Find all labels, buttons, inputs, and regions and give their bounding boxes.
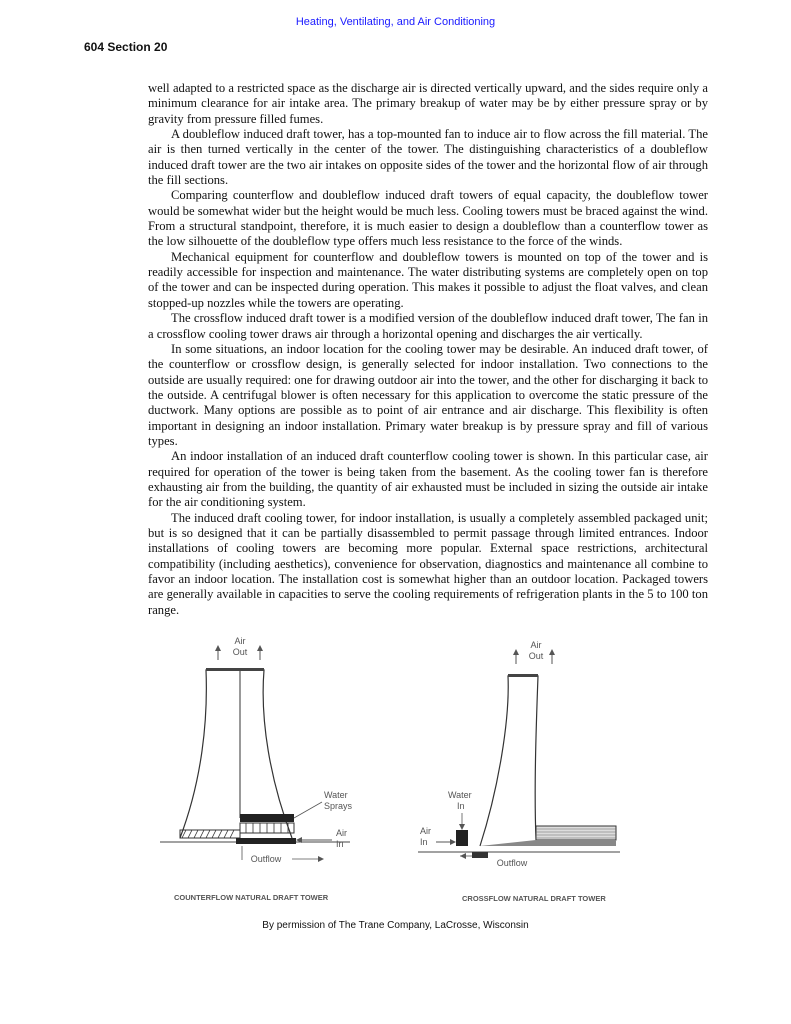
crossflow-air-out-label: Air bbox=[530, 640, 542, 650]
counterflow-caption: COUNTERFLOW NATURAL DRAFT TOWER bbox=[174, 893, 329, 902]
paragraph: Comparing counterflow and doubleflow induced draft towers of equal capacity, the doubleflow tower would be somewhat wider but the height would be much less. Cooling towers must be braced against the wind. From a structural standpoint, therefore, it is much easier to design a doubleflow than a counterflow tower as the low silhouette of the doubleflow type offers much less resistance to the force of the winds. bbox=[148, 188, 708, 249]
counterflow-water-label: Water bbox=[324, 790, 348, 800]
paragraph: In some situations, an indoor location for the cooling tower may be desirable. An induced draft tower, of the counterflow or crossflow design, is generally selected for indoor installation. Two connections to the outside are usually required: one for drawing outdoor air into the tower, and the other for discharging it back to the outside. A centrifugal blower is often necessary for this application to overcome the static pressure of the ductwork. Many options are possible as to point of air entrance and air discharge. This flexibility is often important in designing an indoor installation. Primary water breakup is by pressure spray and fill of various types. bbox=[148, 341, 708, 448]
page-number-section: 604 Section 20 bbox=[84, 40, 168, 54]
crossflow-air-out-label: Out bbox=[528, 651, 544, 661]
crossflow-caption: CROSSFLOW NATURAL DRAFT TOWER bbox=[462, 894, 606, 903]
paragraph: The induced draft cooling tower, for indoor installation, is usually a completely assembled packaged unit; but is so designed that it can be partially disassembled to permit passage through limited entrances. Indoor installations of cooling towers are becoming more popular. External space restrictions, architectural compatibility (including aesthetics), convenience for observation, diagnostics and maintenance all combine to favor an indoor location. The installation cost is somewhat higher than an outdoor location. Packaged towers are generally available in capacities to serve the cooling requirements of refrigeration plants in the 5 to 100 ton range. bbox=[148, 510, 708, 617]
counterflow-air-out-label: Air bbox=[234, 636, 246, 646]
crossflow-air-in-label: In bbox=[420, 837, 428, 847]
counterflow-outflow-label: Outflow bbox=[250, 854, 282, 864]
counterflow-tower-diagram bbox=[160, 636, 353, 902]
crossflow-air-in-label: Air bbox=[420, 826, 431, 836]
paragraph: Mechanical equipment for counterflow and doubleflow towers is mounted on top of the tower and is readily accessible for inspection and maintenance. The water distributing systems are completely open on top of the tower and can be inspected during operation. This makes it possible to adjust the float valves, and clean stopped-up nozzles while the towers are operating. bbox=[148, 249, 708, 310]
paragraph: An indoor installation of an induced draft counterflow cooling tower is shown. In this particular case, air required for operation of the tower is being taken from the basement. As the cooling tower fan is therefore exhausting air from the building, the quantity of air exhausted must be included in sizing the outside air intake for the air conditioning system. bbox=[148, 449, 708, 510]
crossflow-outflow-label: Outflow bbox=[496, 858, 528, 868]
body-text bbox=[148, 81, 708, 618]
crossflow-tower-diagram bbox=[418, 640, 620, 903]
crossflow-water-label: In bbox=[457, 801, 465, 811]
counterflow-air-in-label: In bbox=[336, 839, 344, 849]
paragraph: well adapted to a restricted space as the discharge air is directed vertically upward, and the sides require only a minimum clearance for air intake area. The primary breakup of water may be by either pressure spray or by gravity from pressure filled fumes. bbox=[148, 81, 708, 126]
figure-credit: By permission of The Trane Company, LaCrosse, Wisconsin bbox=[262, 920, 529, 931]
paragraph: A doubleflow induced draft tower, has a top-mounted fan to induce air to flow across the fill material. The air is then turned vertically in the center of the tower. The distinguishing characteristics of a doubleflow induced draft tower are the two air intakes on opposite sides of the tower and the horizontal flow of air through the fill sections. bbox=[148, 127, 708, 188]
crossflow-water-label: Water bbox=[448, 790, 472, 800]
cooling-tower-figure bbox=[150, 630, 630, 910]
paragraph: The crossflow induced draft tower is a modified version of the doubleflow induced draft tower, The fan in a crossflow cooling tower draws air through a horizontal opening and discharges the air vertically. bbox=[148, 311, 708, 341]
running-title: Heating, Ventilating, and Air Conditioning bbox=[295, 16, 496, 28]
counterflow-water-label: Sprays bbox=[324, 801, 353, 811]
counterflow-air-in-label: Air bbox=[336, 828, 347, 838]
counterflow-air-out-label: Out bbox=[232, 647, 248, 657]
